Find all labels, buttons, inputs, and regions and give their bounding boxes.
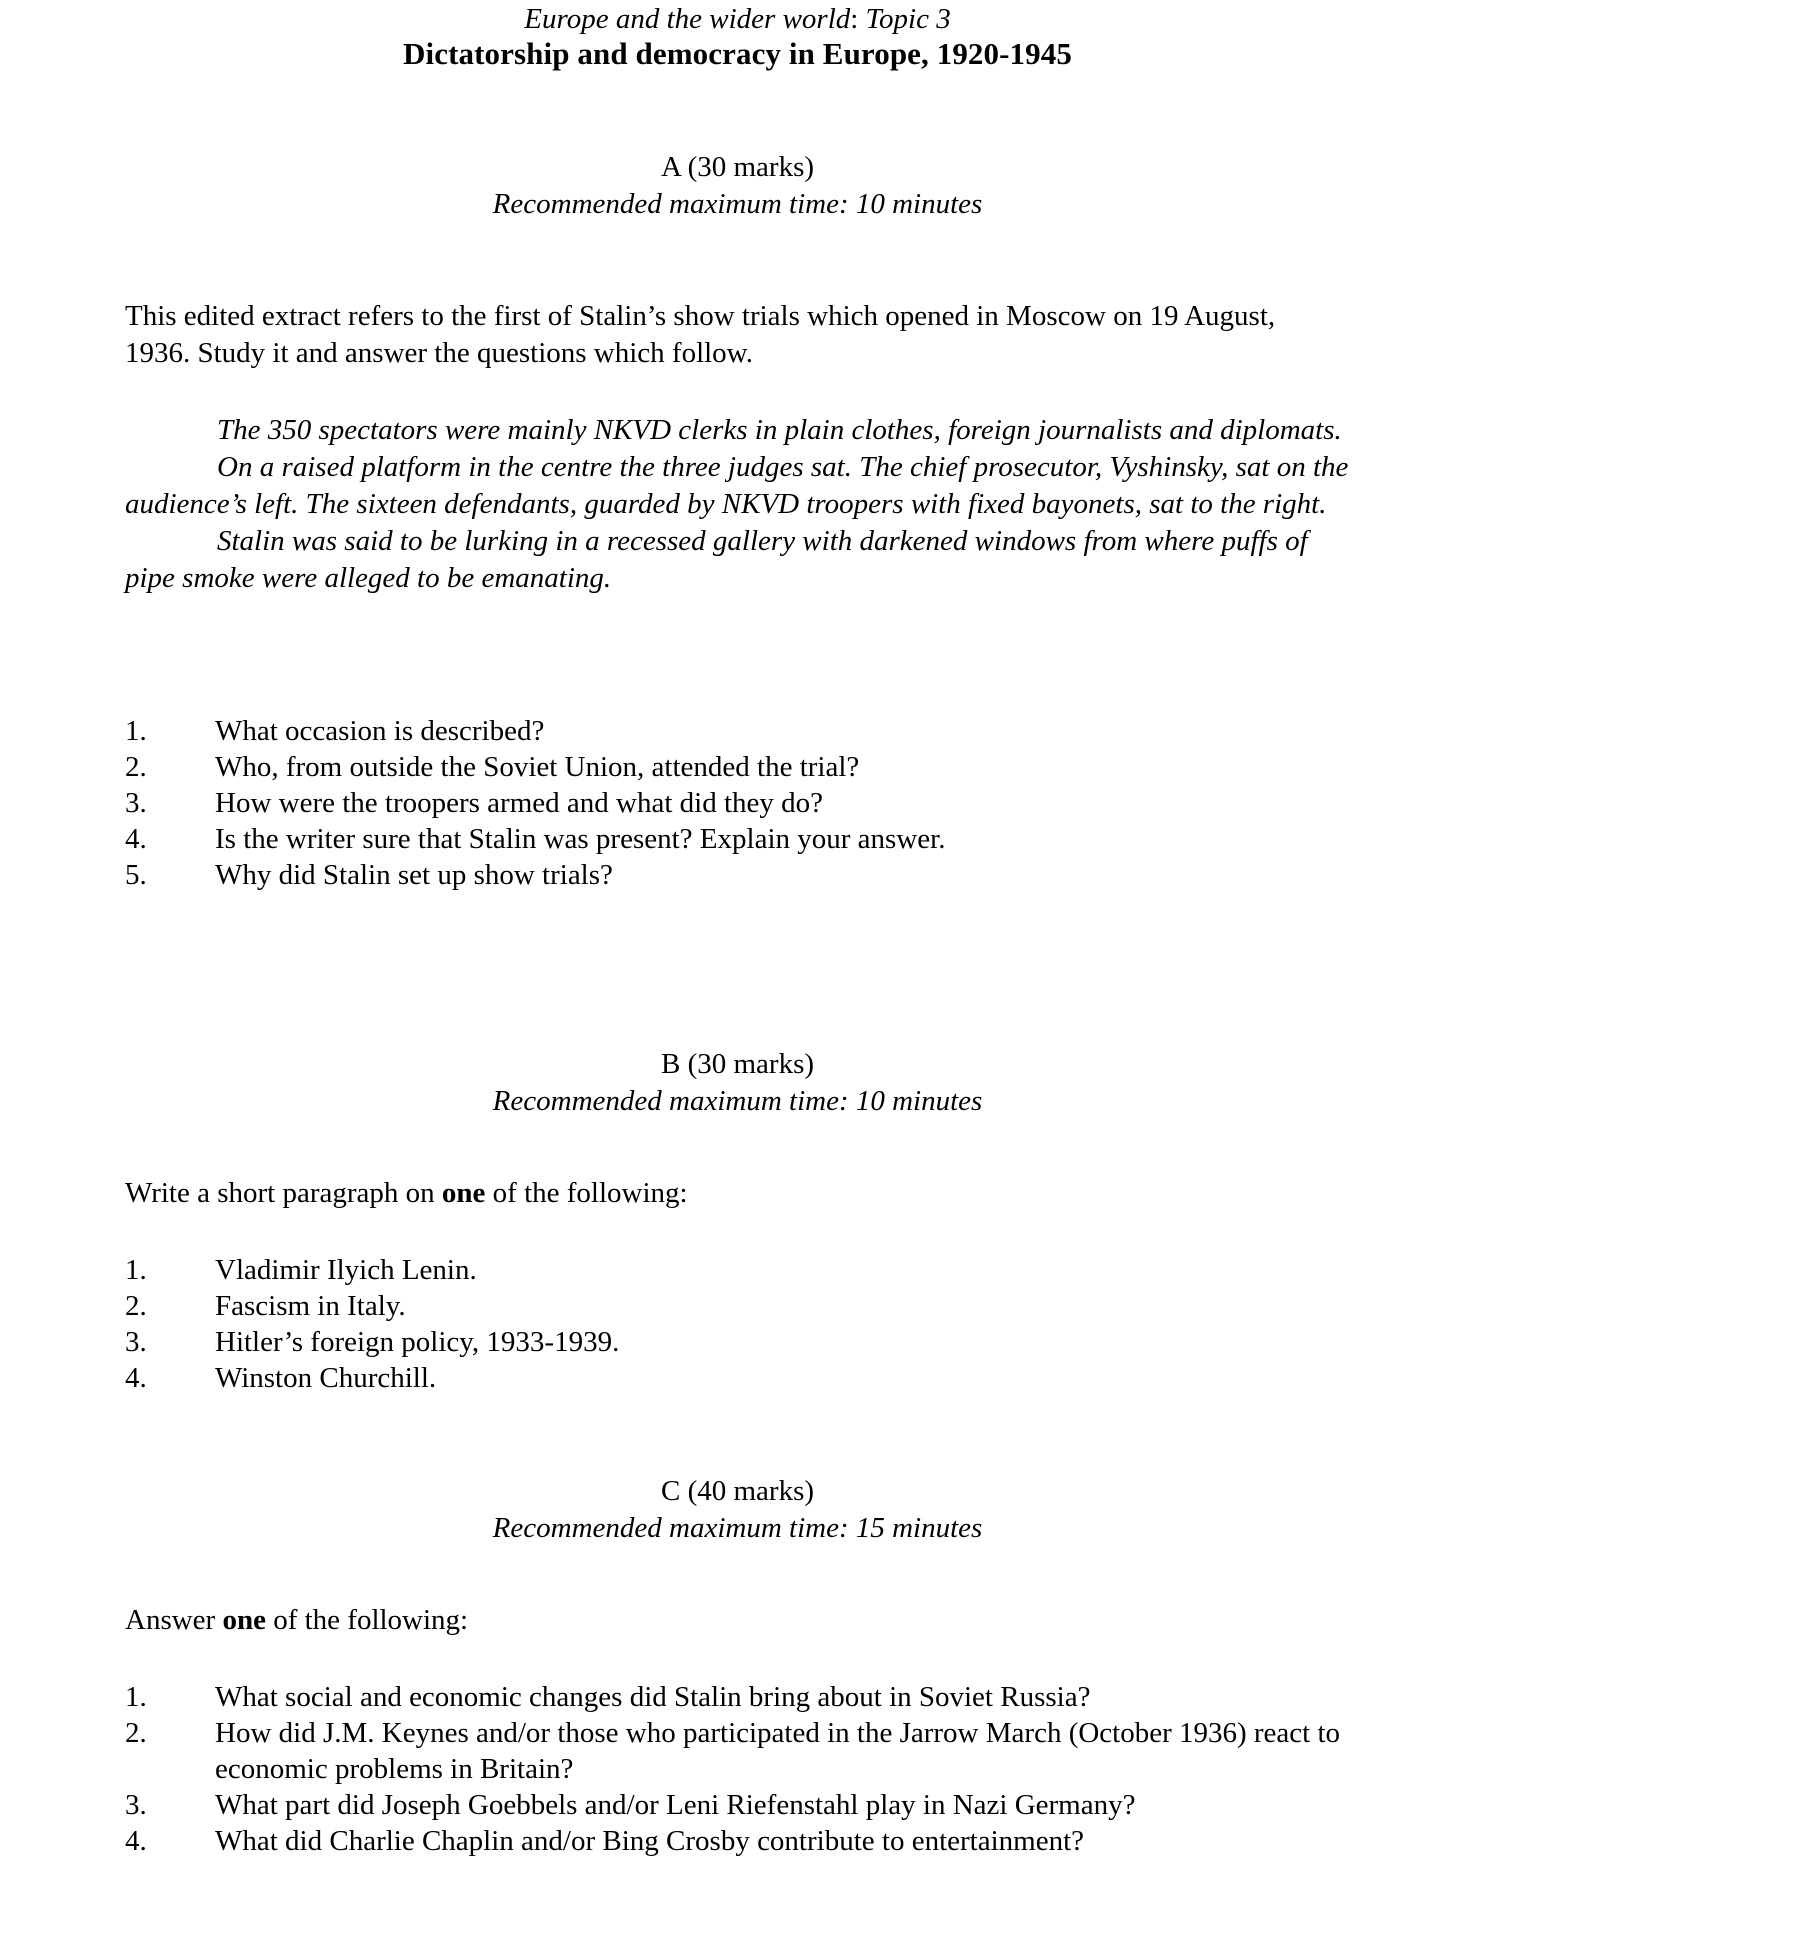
section-c-instruction-after: of the following:	[265, 1604, 469, 1636]
section-b-marks: B (30 marks)	[660, 1048, 815, 1080]
list-item-label: What did Charlie Chaplin and/or Bing Crosby contribute to entertainment?	[215, 1825, 1084, 1857]
list-item-number: 3.	[125, 787, 147, 819]
page-title: Dictatorship and democracy in Europe, 1920-1945	[403, 36, 1072, 71]
list-item-number: 2.	[125, 751, 147, 783]
list-item	[125, 1787, 1350, 1823]
spacer	[125, 1212, 1350, 1252]
section-a-heading	[125, 148, 1350, 222]
list-item-label: What part did Joseph Goebbels and/or Leni Riefenstahl play in Nazi Germany?	[215, 1789, 1136, 1821]
spacer	[125, 372, 1350, 412]
list-item-number: 3.	[125, 1326, 147, 1358]
extract-paragraph: The 350 spectators were mainly NKVD clerks in plain clothes, foreign journalists and diplomats.	[217, 414, 1342, 446]
spacer	[125, 597, 1350, 673]
list-item-label: Why did Stalin set up show trials?	[215, 859, 613, 891]
spacer	[125, 72, 1350, 148]
section-b-instruction-before: Write a short paragraph on	[125, 1177, 442, 1209]
list-item	[125, 785, 1350, 821]
list-item-label: Winston Churchill.	[215, 1362, 437, 1394]
spacer	[125, 1639, 1350, 1679]
section-c-instruction	[125, 1602, 1350, 1639]
section-a-intro-line-2: 1936. Study it and answer the questions which follow.	[125, 337, 753, 369]
section-b-instruction	[125, 1175, 1350, 1212]
section-c-heading	[125, 1472, 1350, 1546]
list-item-label: How were the troopers armed and what did they do?	[215, 787, 823, 819]
list-item-number: 5.	[125, 859, 147, 891]
section-b-question-list	[125, 1252, 1350, 1396]
topic-line-colon: :	[850, 3, 859, 35]
list-item-label: Is the writer sure that Stalin was present? Explain your answer.	[215, 823, 946, 855]
list-item	[125, 821, 1350, 857]
spacer	[125, 1119, 1350, 1175]
section-c-instruction-before: Answer	[125, 1604, 223, 1636]
spacer	[125, 1396, 1350, 1472]
section-c-time: Recommended maximum time: 15 minutes	[492, 1512, 983, 1544]
topic-line-tail: Topic 3	[858, 3, 951, 35]
list-item	[125, 749, 1350, 785]
source-extract	[125, 412, 1350, 597]
list-item	[125, 1288, 1350, 1324]
section-b-heading	[125, 1045, 1350, 1119]
section-a-intro-line-1: This edited extract refers to the first of Stalin’s show trials which opened in Moscow on 19 August,	[125, 300, 1276, 332]
section-b-time: Recommended maximum time: 10 minutes	[492, 1085, 983, 1117]
spacer	[125, 673, 1350, 713]
list-item	[125, 1324, 1350, 1360]
section-a-marks: A (30 marks)	[660, 151, 815, 183]
section-c-question-list	[125, 1679, 1350, 1859]
spacer	[125, 969, 1350, 1045]
section-b-instruction-after: of the following:	[485, 1177, 688, 1209]
list-item	[125, 857, 1350, 893]
list-item-number: 1.	[125, 1254, 147, 1286]
list-item-number: 1.	[125, 715, 147, 747]
list-item	[125, 713, 1350, 749]
list-item-label: How did J.M. Keynes and/or those who participated in the Jarrow March (October 1936) react to economic problems in Britain?	[215, 1717, 1341, 1785]
spacer	[125, 893, 1350, 969]
document-heading	[125, 0, 1350, 72]
section-a-time: Recommended maximum time: 10 minutes	[492, 188, 983, 220]
list-item-number: 2.	[125, 1717, 147, 1749]
section-b-instruction-emphasis: one	[441, 1177, 486, 1209]
extract-paragraph: On a raised platform in the centre the three judges sat. The chief prosecutor, Vyshinsky, sat on the audience’s left. The sixteen defendants, guarded by NKVD troopers with fixed bayonets, sat to the right.	[125, 451, 1349, 520]
spacer	[125, 222, 1350, 298]
list-item	[125, 1823, 1350, 1859]
text-column	[125, 0, 1350, 1859]
list-item-label: What social and economic changes did Stalin bring about in Soviet Russia?	[215, 1681, 1091, 1713]
list-item	[125, 1252, 1350, 1288]
section-a-question-list	[125, 713, 1350, 893]
list-item-label: Hitler’s foreign policy, 1933-1939.	[215, 1326, 620, 1358]
section-c-instruction-emphasis: one	[222, 1604, 266, 1636]
spacer	[125, 1546, 1350, 1602]
topic-line-italic: Europe and the wider world	[524, 3, 851, 35]
extract-paragraph: Stalin was said to be lurking in a recessed gallery with darkened windows from where puffs of pipe smoke were alleged to be emanating.	[125, 525, 1308, 594]
list-item-label: Who, from outside the Soviet Union, attended the trial?	[215, 751, 860, 783]
list-item-number: 3.	[125, 1789, 147, 1821]
list-item-label: What occasion is described?	[215, 715, 545, 747]
list-item-number: 4.	[125, 823, 147, 855]
list-item-number: 2.	[125, 1290, 147, 1322]
list-item	[125, 1360, 1350, 1396]
list-item-label: Fascism in Italy.	[215, 1290, 406, 1322]
list-item-number: 1.	[125, 1681, 147, 1713]
list-item-label: Vladimir Ilyich Lenin.	[215, 1254, 477, 1286]
list-item-number: 4.	[125, 1362, 147, 1394]
list-item-number: 4.	[125, 1825, 147, 1857]
list-item	[125, 1679, 1350, 1715]
topic-line	[125, 0, 1350, 36]
section-c-marks: C (40 marks)	[660, 1475, 815, 1507]
list-item	[125, 1715, 1350, 1787]
